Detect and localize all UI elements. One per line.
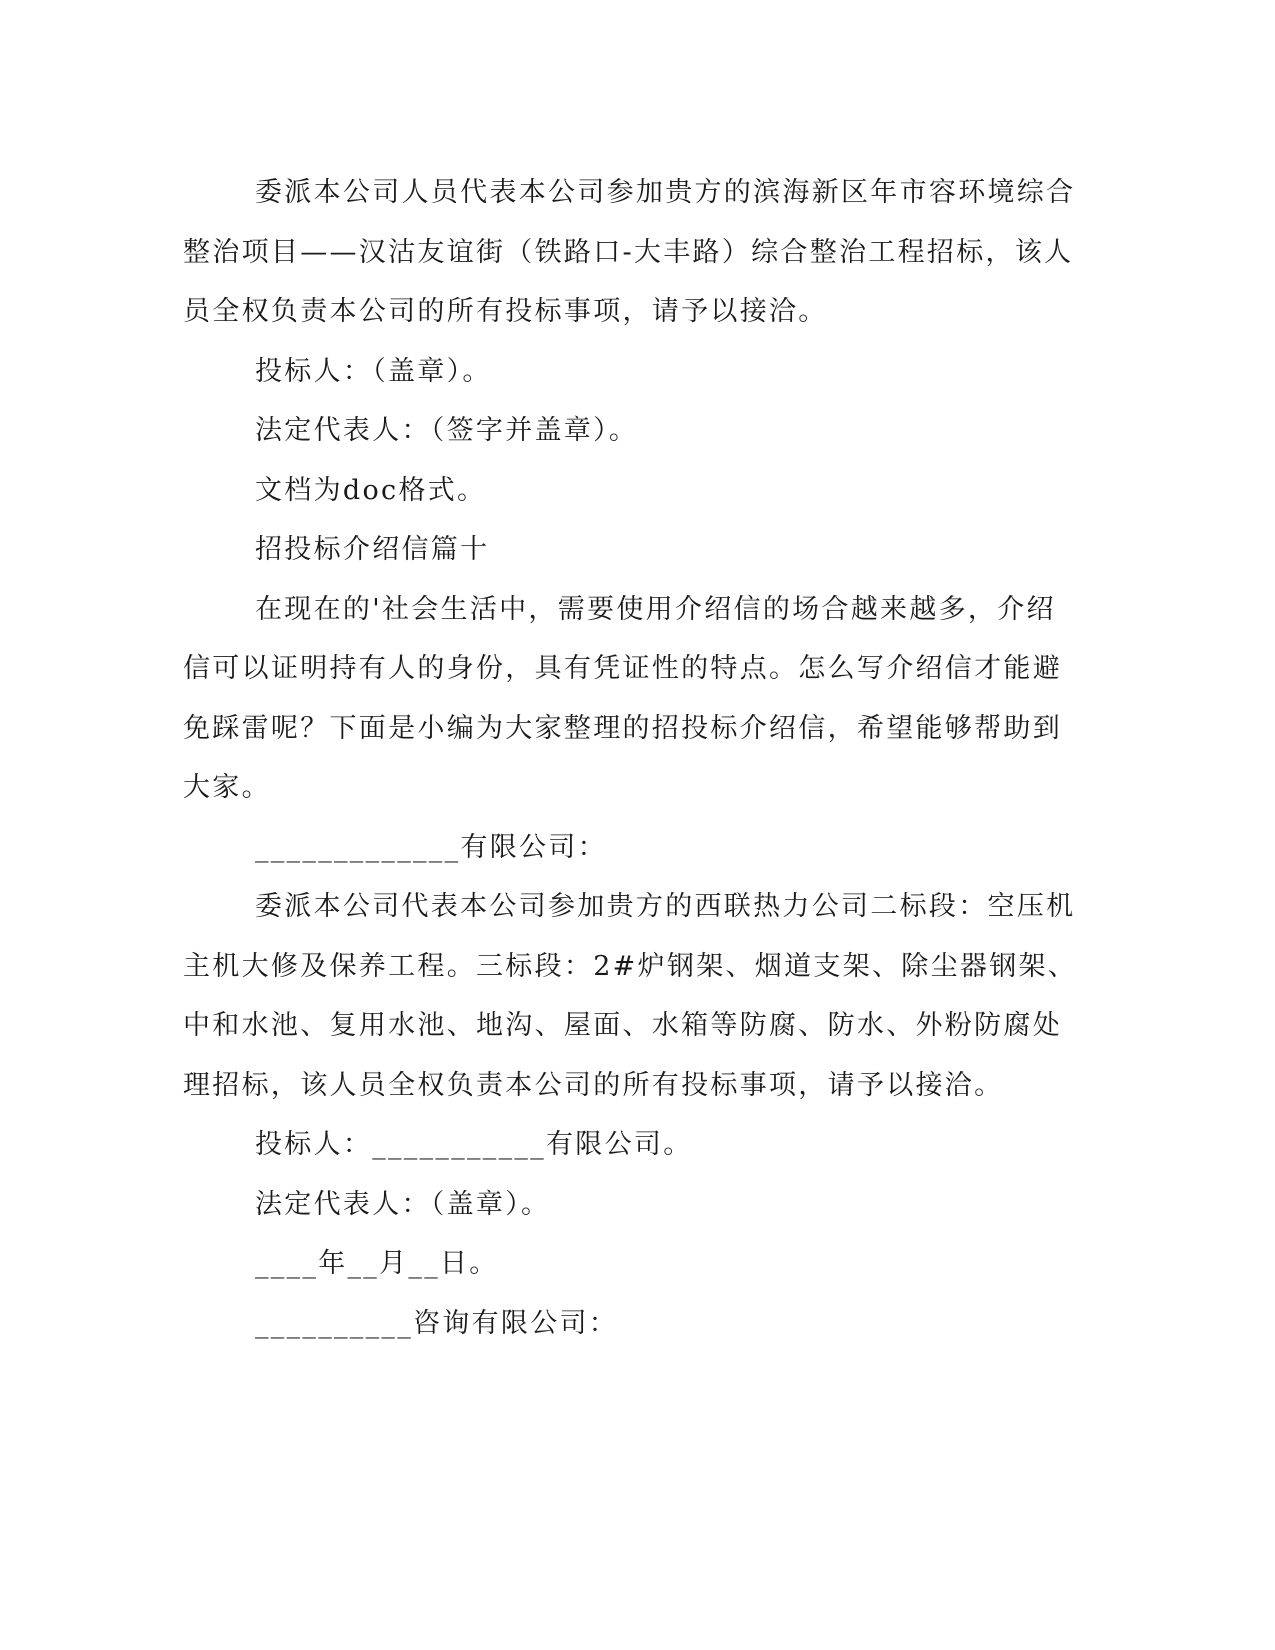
consulting-company-line: __________咨询有限公司： xyxy=(255,1307,619,1339)
legal-rep-signature-line: 法定代表人：（签字并盖章）。 xyxy=(255,415,639,446)
paragraph-delegation-1: 委派本公司人员代表本公司参加贵方的滨海新区年市容环境综合整治项目——汉沽友谊街（铁路口-大丰路）综合整治工程招标，该人员全权负责本公司的所有投标事项，请予以接洽。 xyxy=(183,177,1076,327)
intro-paragraph: 在现在的'社会生活中，需要使用介绍信的场合越来越多，介绍信可以证明持有人的身份，具有凭证性的特点。怎么写介绍信才能避免踩雷呢？下面是小编为大家整理的招投标介绍信，希望能够帮助到大家。 xyxy=(183,593,1062,803)
doc-format-note: 文档为doc格式。 xyxy=(255,474,487,506)
document-body xyxy=(183,163,1078,1353)
addressee-line: _____________有限公司： xyxy=(255,831,607,863)
date-line: ____年__月__日。 xyxy=(255,1248,499,1279)
paragraph-delegation-2: 委派本公司代表本公司参加贵方的西联热力公司二标段：空压机主机大修及保养工程。三标段：2#炉钢架、烟道支架、除尘器钢架、中和水池、复用水池、地沟、屋面、水箱等防腐、防水、外粉防腐处理招标，该人员全权负责本公司的所有投标事项，请予以接洽。 xyxy=(183,891,1078,1101)
bidder-company-line: 投标人：___________有限公司。 xyxy=(255,1129,693,1160)
legal-rep-seal-line: 法定代表人：（盖章）。 xyxy=(255,1188,551,1220)
section-heading: 招投标介绍信篇十 xyxy=(255,534,490,565)
bidder-seal-line: 投标人：（盖章）。 xyxy=(255,355,492,387)
